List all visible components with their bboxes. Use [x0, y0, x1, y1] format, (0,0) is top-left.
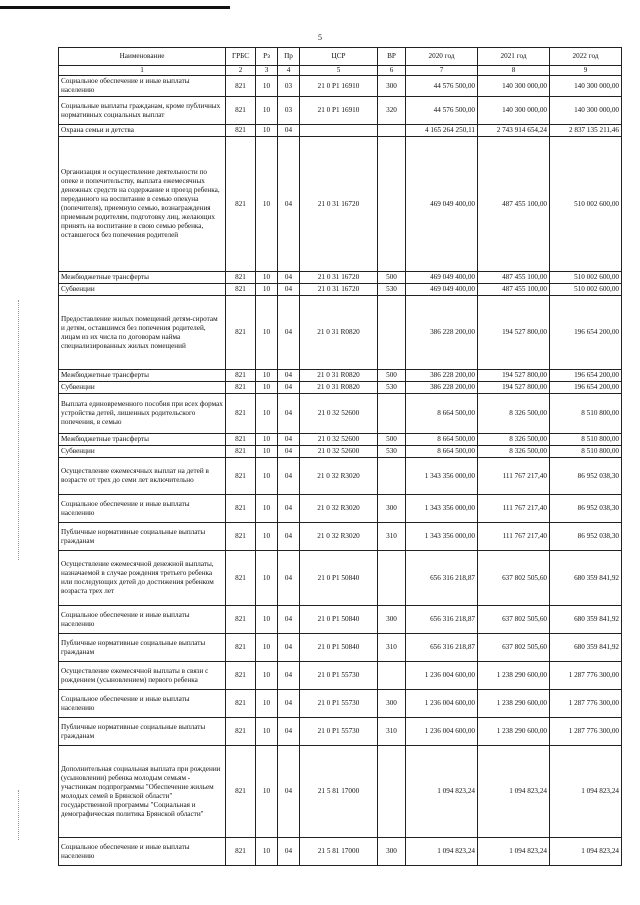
cell-name: Осуществление ежемесячной денежной выплаты, назначаемой в случае рождения третьего ребенка или последующих детей до достижения ребенком возраста трех лет	[59, 551, 226, 606]
budget-table	[58, 47, 622, 866]
cell-grbs: 821	[226, 458, 256, 495]
cell-pr: 04	[278, 838, 300, 866]
cell-vr: 530	[378, 446, 406, 458]
cell-rz: 10	[256, 690, 278, 718]
column-index: 8	[478, 66, 550, 76]
cell-rz: 10	[256, 272, 278, 284]
cell-2021: 111 767 217,40	[478, 495, 550, 523]
cell-pr: 04	[278, 434, 300, 446]
cell-csr: 21 0 32 52600	[300, 394, 378, 434]
cell-2022: 1 094 823,24	[550, 838, 622, 866]
cell-vr: 310	[378, 718, 406, 746]
scan-margin-mark	[18, 300, 21, 560]
table-row	[59, 690, 622, 718]
cell-grbs: 821	[226, 446, 256, 458]
cell-pr: 04	[278, 458, 300, 495]
cell-pr: 04	[278, 551, 300, 606]
cell-rz: 10	[256, 76, 278, 97]
cell-csr: 21 0 32 R3020	[300, 523, 378, 551]
cell-rz: 10	[256, 446, 278, 458]
cell-vr: 300	[378, 495, 406, 523]
cell-vr: 530	[378, 382, 406, 394]
cell-grbs: 821	[226, 718, 256, 746]
col-csr-header: ЦСР	[300, 48, 378, 66]
col-name-header: Наименование	[59, 48, 226, 66]
cell-2022: 8 510 800,00	[550, 394, 622, 434]
header-row	[59, 48, 622, 66]
cell-2021: 194 527 800,00	[478, 382, 550, 394]
cell-csr: 21 5 81 17000	[300, 838, 378, 866]
cell-2022: 510 002 600,00	[550, 137, 622, 272]
cell-rz: 10	[256, 523, 278, 551]
cell-csr: 21 0 31 R0820	[300, 296, 378, 370]
cell-name: Дополнительная социальная выплата при рождении (усыновлении) ребенка молодым семьям - участникам подпрограммы "Обеспечение жильем молодых семей в Брянской области" государственной программы "Социальная и демографическая политика Брянской области"	[59, 746, 226, 838]
cell-csr: 21 0 31 16720	[300, 137, 378, 272]
cell-rz: 10	[256, 662, 278, 690]
cell-grbs: 821	[226, 551, 256, 606]
cell-pr: 04	[278, 606, 300, 634]
cell-2020: 469 049 400,00	[406, 272, 478, 284]
column-index: 5	[300, 66, 378, 76]
cell-vr	[378, 296, 406, 370]
cell-2021: 637 802 505,60	[478, 634, 550, 662]
table-row	[59, 125, 622, 137]
cell-2021: 1 238 290 600,00	[478, 690, 550, 718]
table-row	[59, 746, 622, 838]
cell-2021: 1 238 290 600,00	[478, 718, 550, 746]
cell-pr: 04	[278, 382, 300, 394]
cell-grbs: 821	[226, 125, 256, 137]
cell-csr: 21 0 32 R3020	[300, 458, 378, 495]
cell-csr: 21 0 31 R0820	[300, 382, 378, 394]
cell-name: Субвенции	[59, 446, 226, 458]
table-row	[59, 662, 622, 690]
cell-2022: 510 002 600,00	[550, 272, 622, 284]
cell-rz: 10	[256, 97, 278, 125]
scan-margin-mark	[18, 790, 21, 840]
cell-name: Публичные нормативные социальные выплаты гражданам	[59, 523, 226, 551]
cell-2021: 637 802 505,60	[478, 551, 550, 606]
cell-2020: 656 316 218,87	[406, 606, 478, 634]
cell-csr: 21 0 32 52600	[300, 446, 378, 458]
table-row	[59, 551, 622, 606]
cell-rz: 10	[256, 838, 278, 866]
cell-2020: 8 664 500,00	[406, 394, 478, 434]
cell-2021: 8 326 500,00	[478, 394, 550, 434]
cell-csr: 21 0 P1 16910	[300, 76, 378, 97]
cell-vr	[378, 394, 406, 434]
table-row	[59, 634, 622, 662]
cell-csr: 21 0 31 16720	[300, 284, 378, 296]
cell-2021: 1 094 823,24	[478, 746, 550, 838]
column-index-row	[59, 66, 622, 76]
table-body	[59, 76, 622, 866]
cell-2022: 8 510 800,00	[550, 446, 622, 458]
cell-name: Социальное обеспечение и иные выплаты населению	[59, 606, 226, 634]
col-grbs-header: ГРБС	[226, 48, 256, 66]
table-row	[59, 76, 622, 97]
cell-pr: 04	[278, 690, 300, 718]
cell-vr: 500	[378, 370, 406, 382]
cell-pr: 03	[278, 76, 300, 97]
cell-2021: 111 767 217,40	[478, 458, 550, 495]
cell-csr: 21 0 P1 16910	[300, 97, 378, 125]
cell-grbs: 821	[226, 284, 256, 296]
column-index: 7	[406, 66, 478, 76]
col-2021-header: 2021 год	[478, 48, 550, 66]
col-2020-header: 2020 год	[406, 48, 478, 66]
cell-rz: 10	[256, 551, 278, 606]
cell-2020: 1 236 004 600,00	[406, 690, 478, 718]
cell-vr: 500	[378, 272, 406, 284]
cell-rz: 10	[256, 434, 278, 446]
cell-pr: 04	[278, 446, 300, 458]
cell-2022: 196 654 200,00	[550, 296, 622, 370]
col-2022-header: 2022 год	[550, 48, 622, 66]
cell-pr: 04	[278, 634, 300, 662]
cell-rz: 10	[256, 746, 278, 838]
cell-vr	[378, 551, 406, 606]
cell-2022: 86 952 038,30	[550, 458, 622, 495]
cell-pr: 04	[278, 746, 300, 838]
cell-vr: 300	[378, 838, 406, 866]
table-row	[59, 97, 622, 125]
cell-grbs: 821	[226, 272, 256, 284]
column-index: 9	[550, 66, 622, 76]
table-row	[59, 382, 622, 394]
cell-name: Социальное обеспечение и иные выплаты населению	[59, 838, 226, 866]
cell-2020: 1 343 356 000,00	[406, 458, 478, 495]
cell-2021: 8 326 500,00	[478, 446, 550, 458]
cell-csr: 21 0 P1 50840	[300, 634, 378, 662]
cell-2020: 469 049 400,00	[406, 284, 478, 296]
cell-vr	[378, 137, 406, 272]
cell-2020: 656 316 218,87	[406, 634, 478, 662]
cell-2020: 386 228 200,00	[406, 296, 478, 370]
cell-rz: 10	[256, 606, 278, 634]
table-row	[59, 446, 622, 458]
cell-2021: 487 455 100,00	[478, 272, 550, 284]
cell-vr: 310	[378, 523, 406, 551]
cell-2020: 386 228 200,00	[406, 382, 478, 394]
cell-2020: 8 664 500,00	[406, 446, 478, 458]
cell-2021: 487 455 100,00	[478, 137, 550, 272]
cell-vr: 310	[378, 634, 406, 662]
cell-2022: 86 952 038,30	[550, 523, 622, 551]
cell-grbs: 821	[226, 76, 256, 97]
cell-pr: 04	[278, 125, 300, 137]
cell-2022: 196 654 200,00	[550, 370, 622, 382]
column-index: 3	[256, 66, 278, 76]
table-row	[59, 458, 622, 495]
cell-pr: 04	[278, 296, 300, 370]
cell-2021: 2 743 914 654,24	[478, 125, 550, 137]
cell-vr	[378, 662, 406, 690]
cell-2021: 637 802 505,60	[478, 606, 550, 634]
cell-csr: 21 0 P1 55730	[300, 690, 378, 718]
cell-2022: 140 300 000,00	[550, 97, 622, 125]
top-border-line	[0, 6, 230, 9]
cell-vr	[378, 125, 406, 137]
cell-vr: 300	[378, 76, 406, 97]
cell-name: Социальное обеспечение и иные выплаты населению	[59, 690, 226, 718]
cell-vr	[378, 746, 406, 838]
table-row	[59, 284, 622, 296]
cell-csr: 21 0 31 R0820	[300, 370, 378, 382]
cell-vr	[378, 458, 406, 495]
cell-grbs: 821	[226, 370, 256, 382]
cell-pr: 04	[278, 495, 300, 523]
cell-2020: 8 664 500,00	[406, 434, 478, 446]
cell-grbs: 821	[226, 838, 256, 866]
cell-pr: 04	[278, 662, 300, 690]
table-row	[59, 838, 622, 866]
cell-grbs: 821	[226, 137, 256, 272]
cell-2022: 2 837 135 211,46	[550, 125, 622, 137]
cell-2020: 44 576 500,00	[406, 76, 478, 97]
cell-vr: 530	[378, 284, 406, 296]
cell-2020: 4 165 264 250,11	[406, 125, 478, 137]
cell-2021: 487 455 100,00	[478, 284, 550, 296]
cell-name: Организация и осуществление деятельности по опеке и попечительству, выплата ежемесячных денежных средств на содержание и проезд ребенка, переданного на воспитание в семью опекуна (попечителя), приемную семью, вознаграждения приемным родителям, подготовку лиц, желающих принять на воспитание в свою семью ребенка, оставшегося без попечения родителей	[59, 137, 226, 272]
cell-rz: 10	[256, 634, 278, 662]
cell-rz: 10	[256, 382, 278, 394]
column-index: 2	[226, 66, 256, 76]
cell-pr: 04	[278, 137, 300, 272]
cell-grbs: 821	[226, 382, 256, 394]
cell-name: Межбюджетные трансферты	[59, 370, 226, 382]
cell-rz: 10	[256, 458, 278, 495]
cell-2022: 1 287 776 300,00	[550, 662, 622, 690]
cell-grbs: 821	[226, 690, 256, 718]
cell-2020: 469 049 400,00	[406, 137, 478, 272]
cell-name: Социальные выплаты гражданам, кроме публичных нормативных социальных выплат	[59, 97, 226, 125]
cell-rz: 10	[256, 125, 278, 137]
cell-2021: 194 527 800,00	[478, 370, 550, 382]
table-row	[59, 495, 622, 523]
cell-name: Социальное обеспечение и иные выплаты населению	[59, 495, 226, 523]
cell-vr: 300	[378, 606, 406, 634]
cell-2020: 656 316 218,87	[406, 551, 478, 606]
cell-2022: 1 287 776 300,00	[550, 718, 622, 746]
cell-2022: 680 359 841,92	[550, 551, 622, 606]
cell-csr: 21 0 P1 50840	[300, 606, 378, 634]
cell-2022: 1 287 776 300,00	[550, 690, 622, 718]
col-pr-header: Пр	[278, 48, 300, 66]
cell-grbs: 821	[226, 746, 256, 838]
cell-vr: 500	[378, 434, 406, 446]
cell-grbs: 821	[226, 394, 256, 434]
cell-2020: 1 236 004 600,00	[406, 718, 478, 746]
cell-2021: 1 238 290 600,00	[478, 662, 550, 690]
cell-grbs: 821	[226, 434, 256, 446]
cell-2022: 510 002 600,00	[550, 284, 622, 296]
cell-pr: 04	[278, 284, 300, 296]
cell-rz: 10	[256, 718, 278, 746]
cell-2020: 1 343 356 000,00	[406, 523, 478, 551]
cell-vr: 320	[378, 97, 406, 125]
cell-2022: 680 359 841,92	[550, 606, 622, 634]
cell-2022: 680 359 841,92	[550, 634, 622, 662]
cell-rz: 10	[256, 370, 278, 382]
table-row	[59, 718, 622, 746]
cell-pr: 04	[278, 370, 300, 382]
cell-2020: 1 343 356 000,00	[406, 495, 478, 523]
column-index: 4	[278, 66, 300, 76]
cell-rz: 10	[256, 394, 278, 434]
col-rz-header: Рз	[256, 48, 278, 66]
cell-grbs: 821	[226, 97, 256, 125]
cell-rz: 10	[256, 495, 278, 523]
cell-grbs: 821	[226, 634, 256, 662]
cell-pr: 04	[278, 523, 300, 551]
table-row	[59, 523, 622, 551]
cell-csr: 21 0 P1 55730	[300, 718, 378, 746]
cell-2021: 111 767 217,40	[478, 523, 550, 551]
cell-grbs: 821	[226, 495, 256, 523]
cell-pr: 03	[278, 97, 300, 125]
cell-2020: 1 094 823,24	[406, 746, 478, 838]
cell-name: Предоставление жилых помещений детям-сиротам и детям, оставшимся без попечения родителей, лицам из их числа по договорам найма специализированных жилых помещений	[59, 296, 226, 370]
cell-2021: 140 300 000,00	[478, 97, 550, 125]
cell-grbs: 821	[226, 662, 256, 690]
cell-2020: 1 236 004 600,00	[406, 662, 478, 690]
cell-2021: 140 300 000,00	[478, 76, 550, 97]
cell-rz: 10	[256, 284, 278, 296]
column-index: 1	[59, 66, 226, 76]
table-row	[59, 394, 622, 434]
cell-name: Межбюджетные трансферты	[59, 272, 226, 284]
table-row	[59, 296, 622, 370]
cell-csr: 21 0 P1 55730	[300, 662, 378, 690]
cell-name: Публичные нормативные социальные выплаты гражданам	[59, 634, 226, 662]
cell-csr: 21 0 31 16720	[300, 272, 378, 284]
cell-vr: 300	[378, 690, 406, 718]
cell-csr: 21 0 P1 50840	[300, 551, 378, 606]
cell-rz: 10	[256, 137, 278, 272]
cell-grbs: 821	[226, 606, 256, 634]
cell-name: Осуществление ежемесячной выплаты в связи с рождением (усыновлением) первого ребенка	[59, 662, 226, 690]
cell-rz: 10	[256, 296, 278, 370]
cell-name: Межбюджетные трансферты	[59, 434, 226, 446]
cell-2020: 1 094 823,24	[406, 838, 478, 866]
cell-name: Социальное обеспечение и иные выплаты населению	[59, 76, 226, 97]
cell-grbs: 821	[226, 523, 256, 551]
cell-name: Осуществление ежемесячных выплат на детей в возрасте от трех до семи лет включительно	[59, 458, 226, 495]
cell-2022: 1 094 823,24	[550, 746, 622, 838]
cell-2021: 194 527 800,00	[478, 296, 550, 370]
cell-2022: 140 300 000,00	[550, 76, 622, 97]
cell-2021: 1 094 823,24	[478, 838, 550, 866]
cell-2020: 386 228 200,00	[406, 370, 478, 382]
cell-pr: 04	[278, 394, 300, 434]
cell-pr: 04	[278, 718, 300, 746]
cell-grbs: 821	[226, 296, 256, 370]
table-row	[59, 606, 622, 634]
table-row	[59, 272, 622, 284]
cell-2022: 8 510 800,00	[550, 434, 622, 446]
cell-2022: 86 952 038,30	[550, 495, 622, 523]
cell-name: Выплата единовременного пособия при всех формах устройства детей, лишенных родительского попечения, в семью	[59, 394, 226, 434]
cell-csr	[300, 125, 378, 137]
table-row	[59, 137, 622, 272]
cell-name: Субвенции	[59, 284, 226, 296]
cell-csr: 21 0 32 52600	[300, 434, 378, 446]
cell-pr: 04	[278, 272, 300, 284]
cell-csr: 21 0 32 R3020	[300, 495, 378, 523]
table-row	[59, 434, 622, 446]
cell-2020: 44 576 500,00	[406, 97, 478, 125]
page-number: 5	[318, 33, 322, 42]
cell-2022: 196 654 200,00	[550, 382, 622, 394]
cell-name: Публичные нормативные социальные выплаты гражданам	[59, 718, 226, 746]
cell-name: Охрана семьи и детства	[59, 125, 226, 137]
cell-name: Субвенции	[59, 382, 226, 394]
column-index: 6	[378, 66, 406, 76]
cell-csr: 21 5 81 17000	[300, 746, 378, 838]
cell-2021: 8 326 500,00	[478, 434, 550, 446]
col-vr-header: ВР	[378, 48, 406, 66]
table-row	[59, 370, 622, 382]
